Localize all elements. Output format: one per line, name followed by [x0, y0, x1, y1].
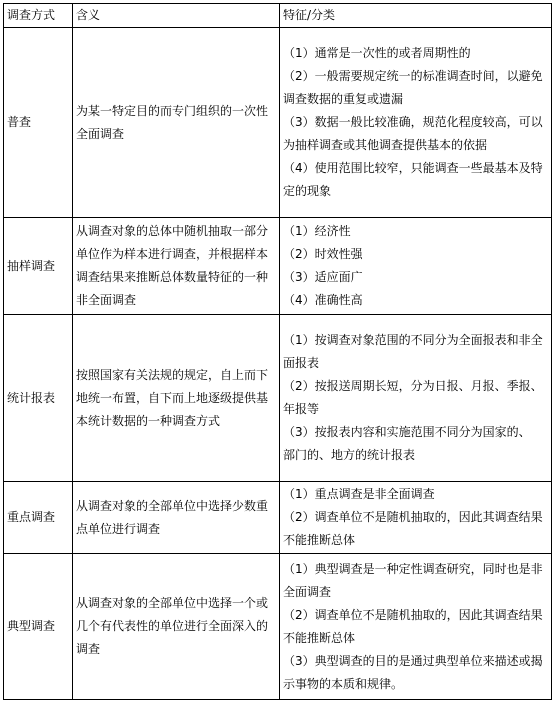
feature-item: （3）数据一般比较准确，规范化程度较高，可以为抽样调查或其他调查提供基本的依据 [283, 115, 543, 152]
feature-item: （2）时效性强 [283, 247, 363, 261]
features-cell [280, 28, 552, 218]
method-cell: 抽样调查 [4, 218, 73, 315]
meaning-cell: 从调查对象的全部单位中选择少数重点单位进行调查 [73, 482, 280, 554]
meaning-cell: 为某一特定目的而专门组织的一次性全面调查 [73, 28, 280, 218]
method-cell: 典型调查 [4, 554, 73, 700]
meaning-cell: 从调查对象的总体中随机抽取一部分单位作为样本进行调查，并根据样本调查结果来推断总体数量特征的一种非全面调查 [73, 218, 280, 315]
feature-item: （1）典型调查是一种定性调查研究，同时也是非全面调查 [283, 561, 543, 599]
survey-methods-table [3, 3, 552, 700]
features-cell [280, 315, 552, 482]
feature-item: （1）重点调查是非全面调查 [283, 487, 435, 501]
feature-item: （2）调查单位不是随机抽取的，因此其调查结果不能推断总体 [283, 607, 543, 645]
feature-item: （1）通常是一次性的或者周期性的 [283, 46, 471, 60]
features-cell [280, 218, 552, 315]
method-cell: 重点调查 [4, 482, 73, 554]
table-header-row [4, 4, 552, 28]
table-row [4, 315, 552, 482]
header-meaning: 含义 [73, 4, 280, 28]
table-row [4, 28, 552, 218]
feature-item: （2）一般需要规定统一的标准调查时间，以避免调查数据的重复或遗漏 [283, 69, 543, 106]
feature-item: （1）按调查对象范围的不同分为全面报表和非全面报表 [283, 333, 543, 370]
features-cell [280, 554, 552, 700]
feature-item: （2）调查单位不是随机抽取的，因此其调查结果不能推断总体 [283, 510, 543, 547]
feature-item: 部门的、地方的统计报表 [283, 448, 416, 462]
feature-item: （3）典型调查的目的是通过典型单位来描述或揭示事物的本质和规律。 [283, 653, 543, 691]
feature-item: （3）按报表内容和实施范围不同分为国家的、 [283, 425, 531, 439]
method-cell: 统计报表 [4, 315, 73, 482]
feature-item: （4）准确性高 [283, 293, 363, 307]
feature-item: （1）经济性 [283, 224, 351, 238]
header-method: 调查方式 [4, 4, 73, 28]
feature-item: （3）适应面广 [283, 270, 363, 284]
table-row [4, 482, 552, 554]
feature-item: （4）使用范围比较窄，只能调查一些最基本及特定的现象 [283, 161, 543, 198]
meaning-cell: 从调查对象的全部单位中选择一个或几个有代表性的单位进行全面深入的调查 [73, 554, 280, 700]
table-row [4, 554, 552, 700]
meaning-cell: 按照国家有关法规的规定，自上而下地统一布置，自下而上地逐级提供基本统计数据的一种调查方式 [73, 315, 280, 482]
header-features: 特征/分类 [280, 4, 552, 28]
feature-item: （2）按报送周期长短，分为日报、月报、季报、年报等 [283, 379, 543, 416]
method-cell: 普查 [4, 28, 73, 218]
features-cell [280, 482, 552, 554]
table-row [4, 218, 552, 315]
